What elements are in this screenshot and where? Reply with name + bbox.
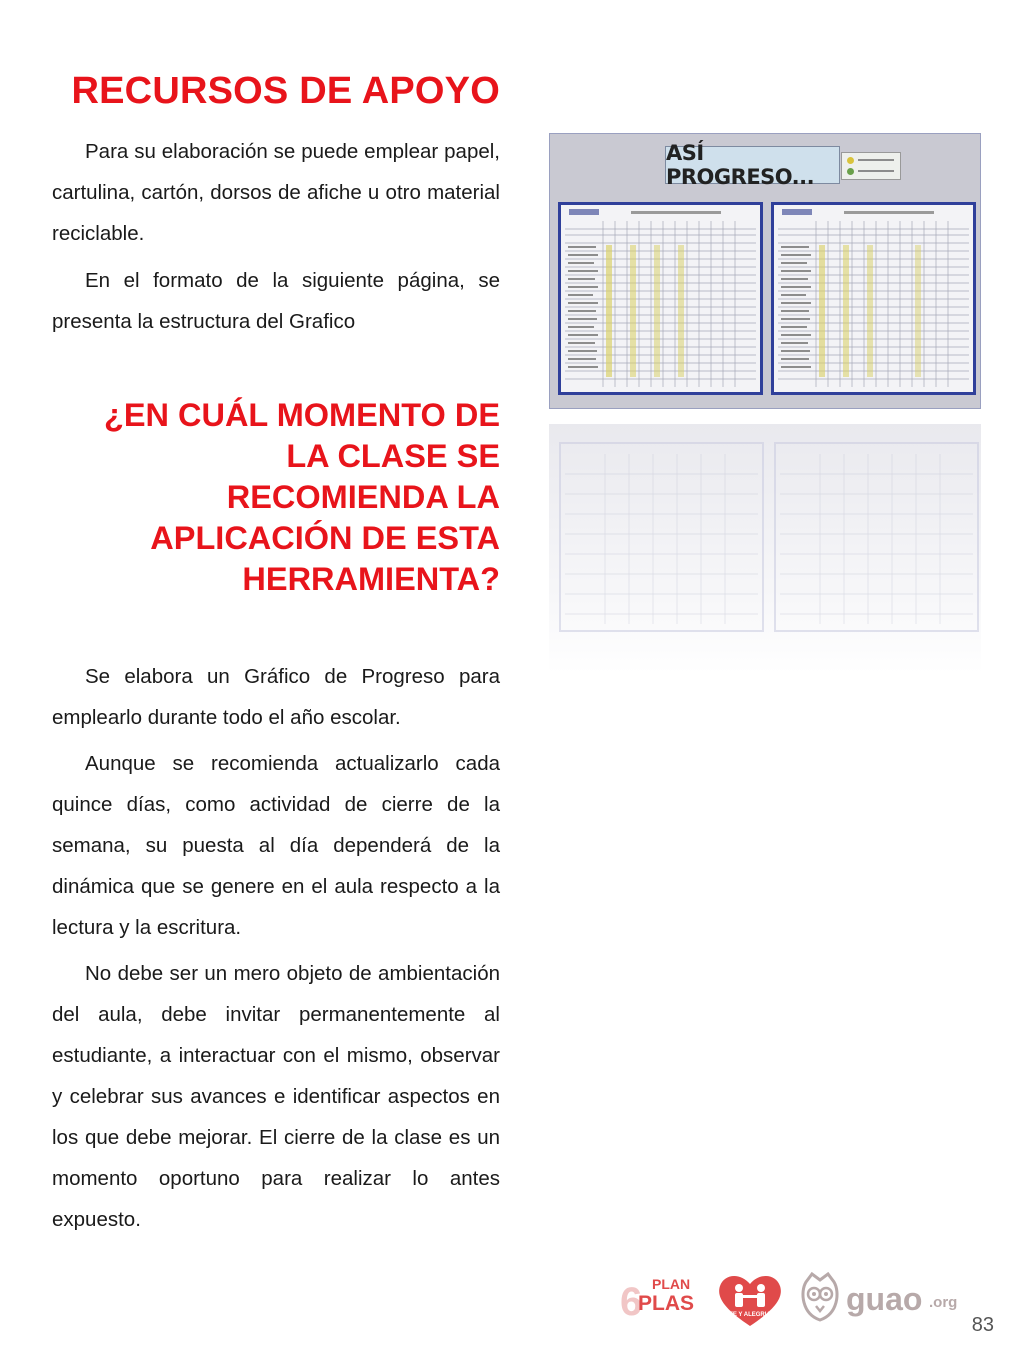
page-number: 83 <box>971 1314 994 1336</box>
body-paragraph-1: Se elabora un Gráfico de Progreso para emplearlo durante todo el año escolar. <box>52 665 500 729</box>
photo-banner: ASÍ PROGRESO... <box>665 146 840 184</box>
heart-caption: FE Y ALEGRIA <box>729 1312 771 1318</box>
guao-wordmark: guao <box>846 1281 923 1317</box>
intro-paragraph-2: En el formato de la siguiente página, se presenta la estructura del Grafico <box>52 269 500 333</box>
reflection-sheet-left <box>559 442 764 632</box>
footer-logos <box>616 1268 968 1330</box>
owl-icon <box>803 1274 837 1320</box>
photo-legend <box>841 152 901 180</box>
section-question-heading: ¿EN CUÁL MOMENTO DE LA CLASE SE RECOMIENDA LA APLICACIÓN DE ESTA HERRAMIENTA? <box>103 397 500 597</box>
reflection-sheet-right <box>774 442 979 632</box>
fe-y-alegria-heart-logo <box>719 1276 781 1326</box>
body-paragraph-3: No debe ser un mero objeto de ambientación del aula, debe invitar permanentemente al estudiante, a interactuar con el mismo, observar y celebrar sus avances e identificar aspectos en los que debe mejorar. El cierre de la clase es un momento oportuno para realizar lo antes expuesto. <box>52 962 500 1231</box>
plan-plas-top: PLAN <box>652 1276 691 1292</box>
plan-plas-bottom: PLAS <box>638 1292 695 1315</box>
logos-svg <box>616 1268 968 1330</box>
body-paragraph-2: Aunque se recomienda actualizarlo cada quince días, como actividad de cierre de la semana, su puesta al día dependerá de la dinámica que se genere en el aula respecto a la lectura y la escritura. <box>52 752 500 939</box>
progress-chart-photo <box>549 133 981 409</box>
page-heading: RECURSOS DE APOYO <box>71 70 500 112</box>
photo-sheet-right <box>771 202 976 395</box>
plan-plas-logo <box>620 1276 694 1324</box>
guao-suffix: .org <box>929 1294 958 1311</box>
plan-plas-number: 6 <box>620 1280 643 1324</box>
sheet-grid-left <box>561 205 760 392</box>
intro-paragraph-1: Para su elaboración se puede emplear papel, cartulina, cartón, dorsos de afiche u otro material reciclable. <box>52 140 500 245</box>
sheet-grid-right <box>774 205 973 392</box>
photo-sheet-left <box>558 202 763 395</box>
photo-reflection <box>549 424 981 674</box>
